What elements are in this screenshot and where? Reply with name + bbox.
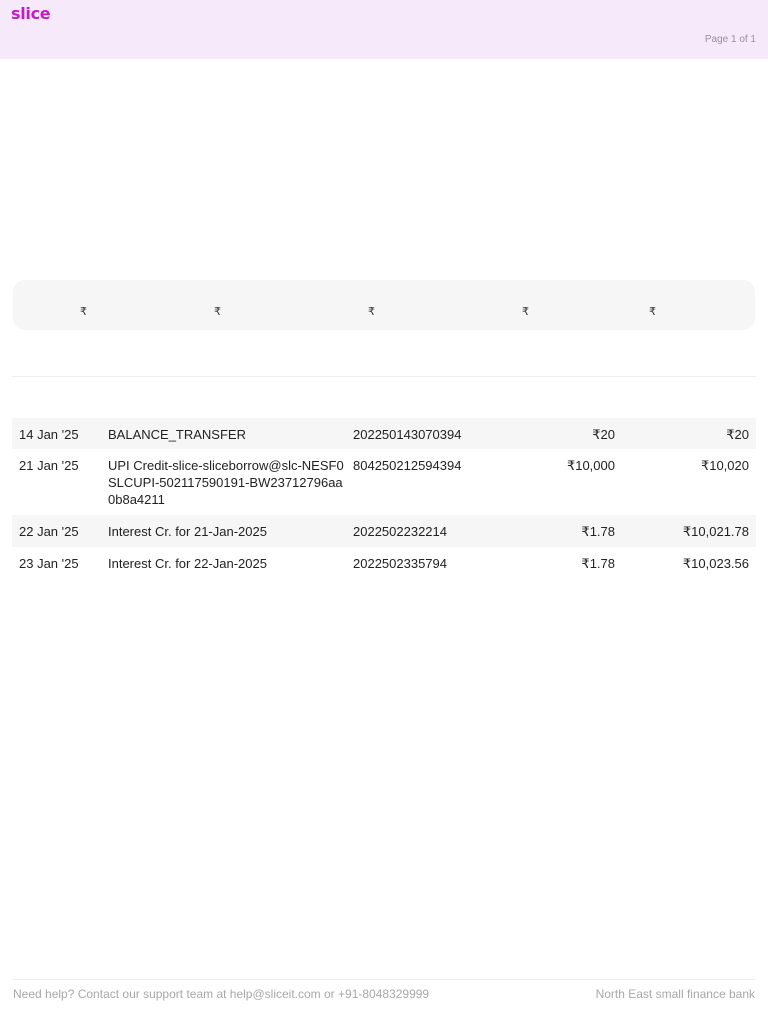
- table-row: [12, 449, 756, 515]
- section-divider: [12, 376, 756, 377]
- summary-currency-symbol: ₹: [522, 306, 529, 318]
- txn-date: 14 Jan '25: [19, 427, 79, 442]
- txn-reference: 804250212594394: [353, 458, 462, 473]
- txn-amount: ₹1.78: [581, 556, 615, 571]
- txn-description: UPI Credit-slice-sliceborrow@slc-NESF0SLCUPI-502117590191-BW23712796aa0b8a4211: [108, 458, 344, 507]
- table-row: [12, 418, 756, 449]
- table-row: [12, 515, 756, 547]
- summary-card: [13, 280, 755, 330]
- table-row: [12, 547, 756, 579]
- statement-header: [0, 0, 768, 59]
- summary-currency-symbol: ₹: [649, 306, 656, 318]
- txn-date: 22 Jan '25: [19, 524, 79, 539]
- txn-balance: ₹20: [726, 427, 749, 442]
- txn-balance: ₹10,023.56: [682, 556, 749, 571]
- txn-date: 21 Jan '25: [19, 458, 79, 473]
- bank-name: North East small finance bank: [595, 987, 755, 1001]
- txn-description: BALANCE_TRANSFER: [108, 427, 246, 442]
- summary-currency-symbol: ₹: [80, 306, 87, 318]
- page-indicator: Page 1 of 1: [704, 34, 756, 45]
- txn-description: Interest Cr. for 22-Jan-2025: [108, 556, 267, 571]
- txn-reference: 2022502335794: [353, 556, 447, 571]
- txn-amount: ₹10,000: [566, 458, 615, 473]
- txn-description: Interest Cr. for 21-Jan-2025: [108, 524, 267, 539]
- txn-balance: ₹10,020: [700, 458, 749, 473]
- summary-currency-symbol: ₹: [214, 306, 221, 318]
- txn-amount: ₹20: [592, 427, 615, 442]
- footer-divider: [12, 979, 756, 980]
- support-contact-text: Need help? Contact our support team at help@sliceit.com or +91-8048329999: [13, 987, 430, 1001]
- txn-amount: ₹1.78: [581, 524, 615, 539]
- summary-currency-symbol: ₹: [368, 306, 375, 318]
- transactions-table: [12, 418, 756, 579]
- txn-reference: 2022502232214: [353, 524, 447, 539]
- txn-reference: 202250143070394: [353, 427, 462, 442]
- txn-date: 23 Jan '25: [19, 556, 79, 571]
- txn-balance: ₹10,021.78: [682, 524, 749, 539]
- slice-logo: slice: [11, 4, 51, 23]
